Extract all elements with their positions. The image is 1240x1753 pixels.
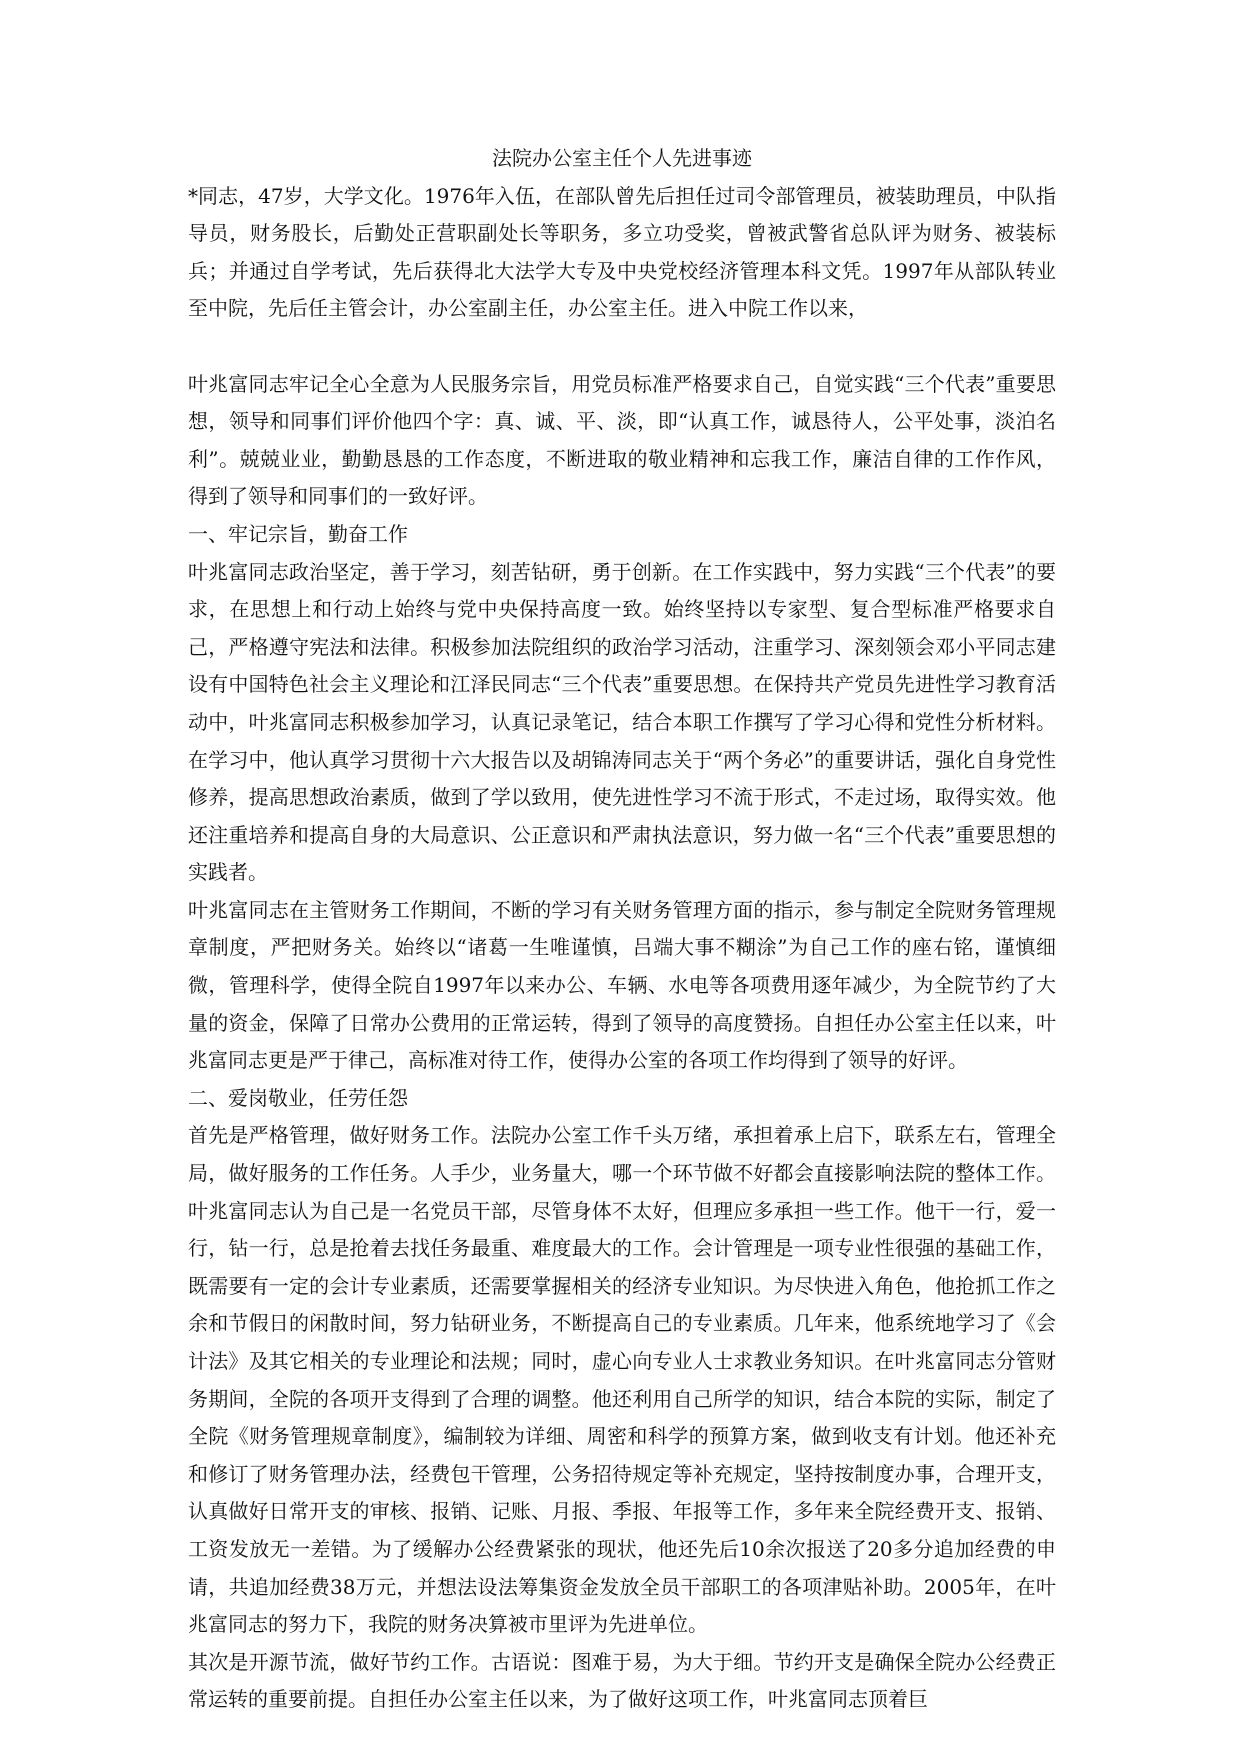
paragraph-finance-management: 叶兆富同志在主管财务工作期间，不断的学习有关财务管理方面的指示，参与制定全院财务管理规章制度，严把财务关。始终以“诸葛一生唯谨慎，吕端大事不糊涂”为自己工作的座右铭，谨慎细微，管理科学，使得全院自1997年以来办公、车辆、水电等各项费用逐年减少，为全院节约了大量的资金，保障了日常办公费用的正常运转，得到了领导的高度赞扬。自担任办公室主任以来，叶兆富同志更是严于律己，高标准对待工作，使得办公室的各项工作均得到了领导的好评。 xyxy=(188,897,1056,1073)
paragraph-political-study: 叶兆富同志政治坚定，善于学习，刻苦钻研，勇于创新。在工作实践中，努力实践“三个代表”的要求，在思想上和行动上始终与党中央保持高度一致。始终坚持以专家型、复合型标准严格要求自己，严格遵守宪法和法律。积极参加法院组织的政治学习活动，注重学习、深刻领会邓小平同志建设有中国特色社会主义理论和江泽民同志“三个代表”重要思想。在保持共产党员先进性学习教育活动中，叶兆富同志积极参加学习，认真记录笔记，结合本职工作撰写了学习心得和党性分析材料。在学习中，他认真学习贯彻十六大报告以及胡锦涛同志关于“两个务必”的重要讲话，强化自身党性修养，提高思想政治素质，做到了学以致用，使先进性学习不流于形式，不走过场，取得实效。他还注重培养和提高自身的大局意识、公正意识和严肃执法意识，努力做一名“三个代表”重要思想的实践者。 xyxy=(188,559,1056,885)
paragraph-intro: *同志，47岁，大学文化。1976年入伍，在部队曾先后担任过司令部管理员，被装助理员，中队指导员，财务股长，后勤处正营职副处长等职务，多立功受奖，曾被武警省总队评为财务、被装标兵；并通过自学考试，先后获得北大法学大专及中央党校经济管理本科文凭。1997年从部队转业至中院，先后任主管会计，办公室副主任，办公室主任。进入中院工作以来， xyxy=(188,183,1056,321)
document-page xyxy=(188,140,1056,1719)
section-heading-2: 二、爱岗敬业，任劳任怨 xyxy=(188,1085,408,1110)
document-title: 法院办公室主任个人先进事迹 xyxy=(492,146,752,170)
section-heading-1: 一、牢记宗旨，勤奋工作 xyxy=(188,521,408,546)
blank-line xyxy=(188,328,1056,366)
paragraph-evaluation: 叶兆富同志牢记全心全意为人民服务宗旨，用党员标准严格要求自己，自觉实践“三个代表”重要思想，领导和同事们评价他四个字：真、诚、平、淡，即“认真工作，诚恳待人，公平处事，淡泊名利”。兢兢业业，勤勤恳恳的工作态度，不断进取的敬业精神和忘我工作，廉洁自律的工作作风，得到了领导和同事们的一致好评。 xyxy=(188,371,1056,509)
paragraph-strict-management: 首先是严格管理，做好财务工作。法院办公室工作千头万绪，承担着承上启下，联系左右，管理全局，做好服务的工作任务。人手少，业务量大，哪一个环节做不好都会直接影响法院的整体工作。叶兆富同志认为自己是一名党员干部，尽管身体不太好，但理应多承担一些工作。他干一行，爱一行，钻一行，总是抢着去找任务最重、难度最大的工作。会计管理是一项专业性很强的基础工作，既需要有一定的会计专业素质，还需要掌握相关的经济专业知识。为尽快进入角色，他抢抓工作之余和节假日的闲散时间，努力钻研业务，不断提高自己的专业素质。几年来，他系统地学习了《会计法》及其它相关的专业理论和法规；同时，虚心向专业人士求教业务知识。在叶兆富同志分管财务期间，全院的各项开支得到了合理的调整。他还利用自己所学的知识，结合本院的实际，制定了全院《财务管理规章制度》，编制较为详细、周密和科学的预算方案，做到收支有计划。他还补充和修订了财务管理办法，经费包干管理，公务招待规定等补充规定，坚持按制度办事，合理开支，认真做好日常开支的审核、报销、记账、月报、季报、年报等工作，多年来全院经费开支、报销、工资发放无一差错。为了缓解办公经费紧张的现状，他还先后10余次报送了20多分追加经费的申请，共追加经费38万元，并想法设法筹集资金发放全员干部职工的各项津贴补助。2005年，在叶兆富同志的努力下，我院的财务决算被市里评为先进单位。 xyxy=(188,1123,1056,1637)
paragraph-saving-work: 其次是开源节流，做好节约工作。古语说：图难于易，为大于细。节约开支是确保全院办公经费正常运转的重要前提。自担任办公室主任以来，为了做好这项工作，叶兆富同志顶着巨 xyxy=(188,1649,1056,1712)
